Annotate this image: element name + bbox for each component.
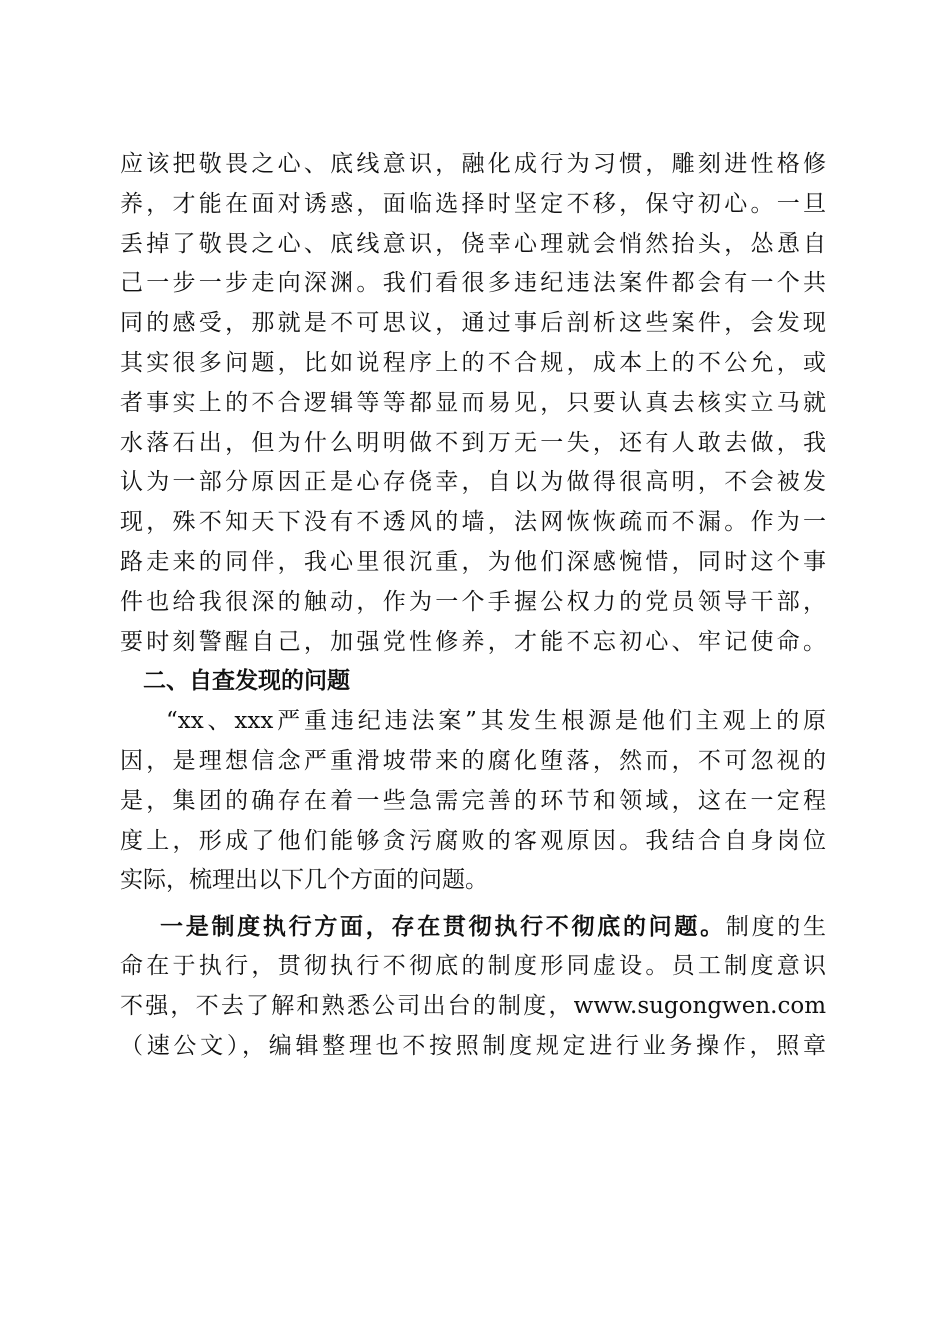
text-line: 因，是理想信念严重滑坡带来的腐化堕落，然而，不可忽视的 (120, 747, 826, 774)
text-line: 同的感受，那就是不可思议，通过事后剖析这些案件，会发现 (120, 310, 826, 337)
text-line: 件也给我很深的触动，作为一个手握公权力的党员领导干部， (120, 588, 826, 615)
paragraph-1 (120, 145, 826, 662)
text-line: 不强，不去了解和熟悉公司出台的制度，www.sugongwen.com (120, 992, 826, 1019)
paragraph-3 (120, 907, 826, 1066)
text-line: 己一步一步走向深渊。我们看很多违纪违法案件都会有一个共 (120, 270, 826, 297)
text-line: （速公文），编辑整理也不按照制度规定进行业务操作，照章 (120, 1032, 826, 1059)
text-line: 认为一部分原因正是心存侥幸，自以为做得很高明，不会被发 (120, 469, 826, 496)
text-line: 现，殊不知天下没有不透风的墙，法网恢恢疏而不漏。作为一 (120, 509, 826, 536)
text-line: 实际，梳理出以下几个方面的问题。 (120, 867, 488, 894)
lead-sentence-rest: 制度的生 (725, 914, 826, 941)
text-line: 其实很多问题，比如说程序上的不合规，成本上的不公允，或 (120, 349, 826, 376)
section-heading: 二、自查发现的问题 (143, 668, 350, 695)
text-line: 要时刻警醒自己，加强党性修养，才能不忘初心、牢记使命。 (120, 628, 826, 655)
text-line: 应该把敬畏之心、底线意识，融化成行为习惯，雕刻进性格修 (120, 151, 826, 177)
text-line: 丢掉了敬畏之心、底线意识，侥幸心理就会悄然抬头，怂恿自 (120, 230, 826, 257)
text-line: 度上，形成了他们能够贪污腐败的客观原因。我结合自身岗位 (120, 827, 826, 854)
text-line: 者事实上的不合逻辑等等都显而易见，只要认真去核实立马就 (120, 389, 826, 416)
text-line: “xx、xxx严重违纪违法案”其发生根源是他们主观上的原 (166, 708, 826, 735)
text-line: 命在于执行，贯彻执行不彻底的制度形同虚设。员工制度意识 (120, 952, 826, 979)
text-line: 是，集团的确存在着一些急需完善的环节和领域，这在一定程 (120, 787, 826, 814)
paragraph-2 (120, 702, 826, 901)
document-body (120, 145, 826, 1066)
lead-sentence-bold: 一是制度执行方面，存在贯彻执行不彻底的问题。 (160, 913, 726, 941)
text-line: 水落石出，但为什么明明做不到万无一失，还有人敢去做，我 (120, 429, 826, 456)
text-line: 养，才能在面对诱惑，面临选择时坚定不移，保守初心。一旦 (120, 190, 826, 217)
text-line: 路走来的同伴，我心里很沉重，为他们深感惋惜，同时这个事 (120, 548, 826, 575)
text-line (120, 907, 826, 947)
